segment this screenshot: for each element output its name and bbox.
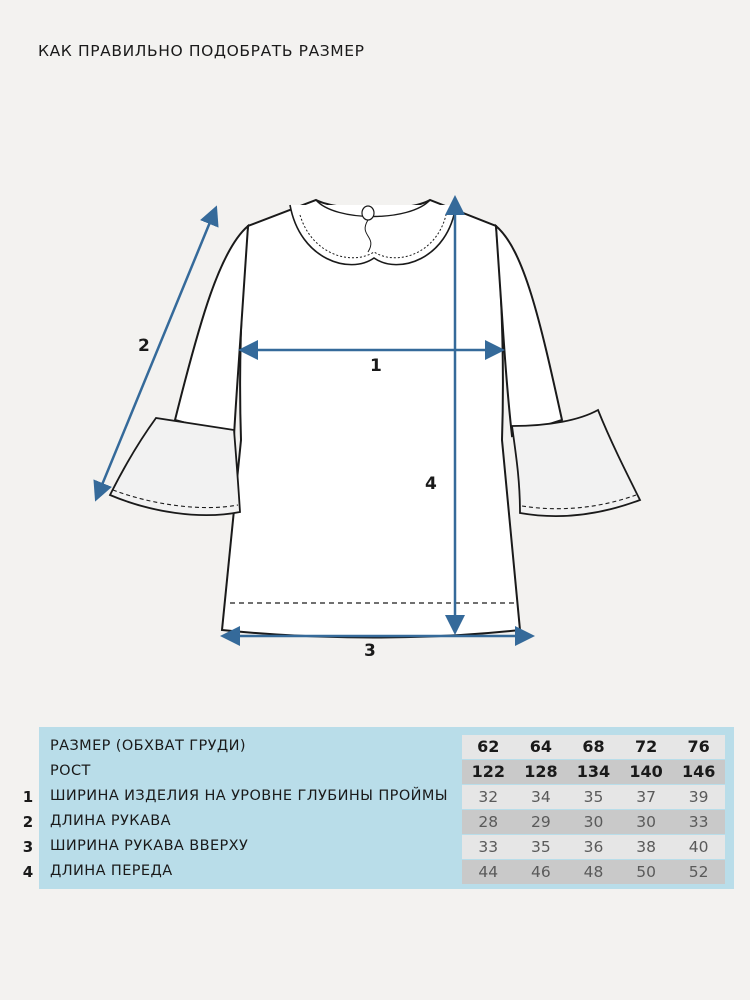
table-row-measure-3 (22, 835, 734, 859)
table-cell: 140 (629, 762, 663, 781)
table-cell: 35 (583, 788, 604, 806)
row-values (462, 735, 725, 759)
row-number: 1 (22, 788, 34, 806)
row-values (462, 860, 725, 884)
table-cell: 37 (636, 788, 656, 806)
table-row-measure-2 (22, 810, 734, 834)
table-cell: 50 (636, 863, 656, 881)
left-sleeve-outline (175, 226, 248, 436)
measure-label-4: 4 (425, 474, 437, 494)
table-cell: 122 (471, 762, 505, 781)
measure-label-1: 1 (370, 356, 382, 376)
table-cell: 134 (576, 762, 611, 781)
measure-label-3: 3 (364, 641, 376, 661)
row-number: 3 (22, 838, 34, 856)
table-cell: 44 (478, 863, 499, 881)
table-row-measure-1 (22, 785, 734, 809)
table-cell: 46 (531, 863, 551, 881)
table-row-measure-4 (22, 860, 734, 884)
table-cell: 35 (531, 838, 551, 856)
row-label: ШИРИНА РУКАВА ВВЕРХУ (50, 838, 249, 854)
table-cell: 33 (478, 838, 499, 856)
row-values (462, 835, 725, 859)
left-ruffle (110, 418, 240, 515)
table-cell: 52 (688, 863, 709, 881)
table-cell: 34 (531, 788, 551, 806)
row-label: ШИРИНА ИЗДЕЛИЯ НА УРОВНЕ ГЛУБИНЫ ПРОЙМЫ (50, 788, 448, 804)
table-cell: 38 (636, 838, 656, 856)
row-label: РОСТ (50, 763, 91, 779)
table-cell: 48 (583, 863, 604, 881)
table-cell: 128 (524, 762, 558, 781)
table-cell: 62 (477, 737, 500, 756)
blouse-sketch (0, 180, 750, 660)
row-values (462, 810, 725, 834)
table-cell: 146 (681, 762, 716, 781)
row-values (462, 760, 725, 784)
table-cell: 33 (688, 813, 709, 831)
table-row-height (39, 760, 734, 784)
row-label: ДЛИНА ПЕРЕДА (50, 863, 173, 879)
row-label: РАЗМЕР (ОБХВАТ ГРУДИ) (50, 738, 246, 754)
table-cell: 68 (582, 737, 605, 756)
table-cell: 39 (688, 788, 709, 806)
table-cell: 28 (478, 813, 499, 831)
row-values (462, 785, 725, 809)
table-cell: 30 (636, 813, 656, 831)
row-number: 2 (22, 813, 34, 831)
page-title: КАК ПРАВИЛЬНО ПОДОБРАТЬ РАЗМЕР (38, 42, 365, 60)
size-table (22, 727, 734, 889)
table-cell: 40 (688, 838, 709, 856)
blouse-body-outline (222, 200, 520, 638)
keyhole-button (362, 206, 374, 220)
measure-label-2: 2 (138, 336, 150, 356)
row-number: 4 (22, 863, 34, 881)
table-cell: 76 (687, 737, 710, 756)
table-cell: 36 (583, 838, 604, 856)
table-cell: 64 (529, 737, 553, 756)
row-label: ДЛИНА РУКАВА (50, 813, 171, 829)
table-cell: 32 (478, 788, 499, 806)
table-cell: 72 (634, 737, 658, 756)
right-sleeve-outline (496, 226, 562, 436)
table-row-size (39, 735, 734, 759)
table-cell: 29 (531, 813, 551, 831)
table-cell: 30 (583, 813, 604, 831)
